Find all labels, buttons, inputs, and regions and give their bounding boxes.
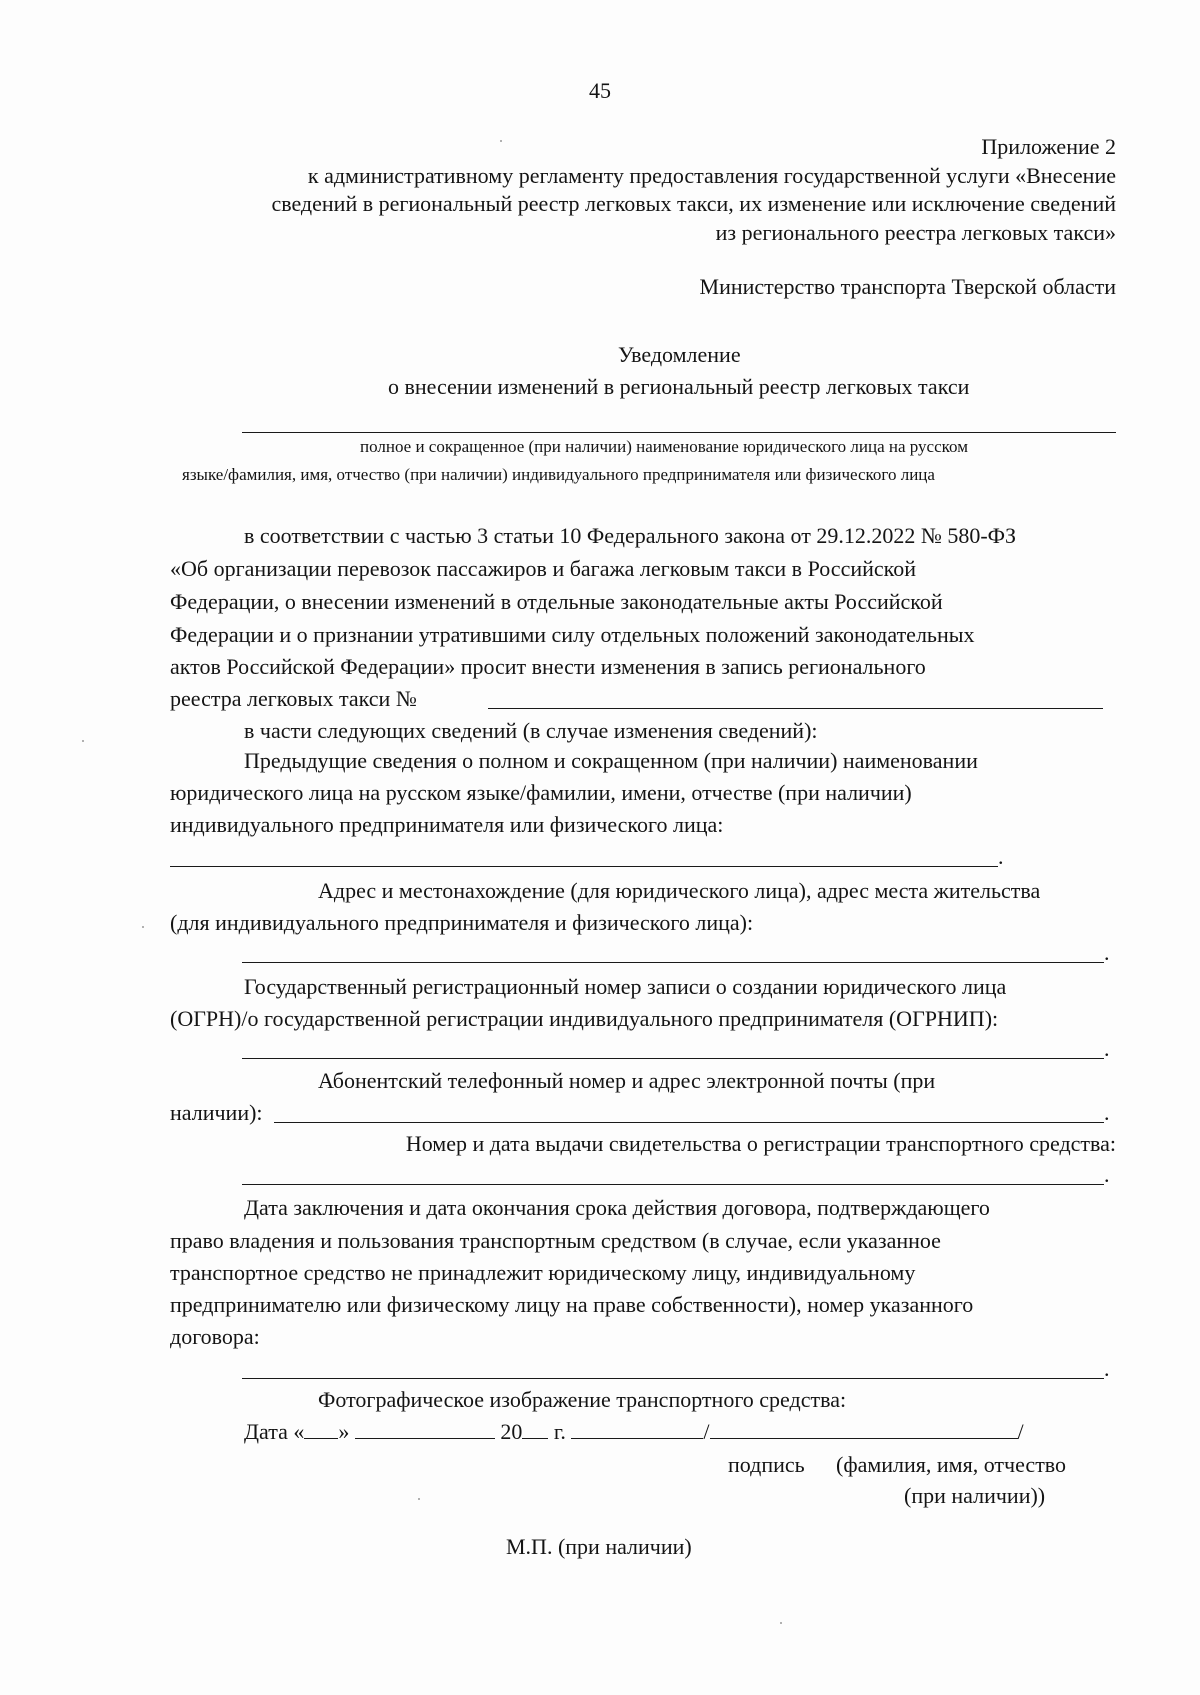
intro-line-4: Федерации и о признании утратившими силу отдельных положений законодательных [170,622,975,647]
signature-slash-1: / [703,1419,710,1444]
intro-line-6: реестра легковых такси № [170,686,417,711]
notice-title: Уведомление [618,342,741,367]
certificate-input-line[interactable] [242,1184,1104,1185]
contract-line-5: договора: [170,1324,260,1349]
month-input[interactable] [355,1418,495,1439]
scan-speck [418,1498,420,1500]
registry-number-line[interactable] [488,708,1103,709]
applicant-name-line[interactable] [242,432,1116,433]
prev-info-line-3: индивидуального предпринимателя или физического лица: [170,812,724,837]
sign-caption: подпись [728,1452,805,1477]
intro-line-1: в соответствии с частью 3 статьи 10 Федерального закона от 29.12.2022 № 580-ФЗ [244,523,1017,548]
contract-input-line[interactable] [242,1378,1104,1379]
address-input-line[interactable] [242,962,1104,963]
year-suffix: г. [553,1419,566,1444]
signature-slash-2: / [1017,1419,1024,1444]
appendix-line-2: сведений в региональный реестр легковых такси, их изменение или исключение сведений [271,191,1116,216]
date-signature-row [244,1417,1024,1447]
ogrn-input-line[interactable] [242,1058,1104,1059]
intro-line-3: Федерации, о внесении изменений в отдельные законодательные акты Российской [170,589,943,614]
fullname-caption-2: (при наличии)) [904,1483,1046,1508]
contract-line-3: транспортное средство не принадлежит юридическому лицу, индивидуальному [170,1260,916,1285]
ogrn-line-1: Государственный регистрационный номер записи о создании юридического лица [244,974,1007,999]
year-input[interactable] [522,1418,548,1439]
name-caption-line-2: языке/фамилия, имя, отчество (при наличии) индивидуального предпринимателя или физического лица [182,465,935,484]
prev-info-line-1: Предыдущие сведения о полном и сокращенном (при наличии) наименовании [244,748,978,773]
phone-line-2: наличии): [170,1100,263,1125]
notice-subtitle: о внесении изменений в региональный реестр легковых такси [388,374,970,399]
appendix-title: Приложение 2 [981,134,1116,159]
fullname-caption-1: (фамилия, имя, отчество [836,1452,1067,1477]
scan-speck [82,740,84,742]
appendix-line-3: из регионального реестра легковых такси» [715,220,1116,245]
addressee: Министерство транспорта Тверской области [699,274,1116,299]
date-close-quote: » [338,1419,350,1444]
contract-line-2: право владения и пользования транспортным средством (в случае, если указанное [170,1228,941,1253]
date-label: Дата « [244,1419,305,1444]
stamp-label: М.П. (при наличии) [506,1534,692,1559]
intro-line-5: актов Российской Федерации» просит внести изменения в запись регионального [170,654,926,679]
appendix-line-1: к административному регламенту предоставления государственной услуги «Внесение [307,163,1116,188]
intro-line-2: «Об организации перевозок пассажиров и багажа легковым такси в Российской [170,556,916,581]
contract-line-1: Дата заключения и дата окончания срока действия договора, подтверждающего [244,1195,990,1220]
year-prefix: 20 [500,1419,523,1444]
fullname-input[interactable] [710,1418,1018,1439]
scan-speck [142,926,144,928]
part-note: в части следующих сведений (в случае изменения сведений): [244,718,818,743]
contract-line-4: предпринимателю или физическому лицу на праве собственности), номер указанного [170,1292,974,1317]
scan-speck [500,140,502,142]
certificate-label: Номер и дата выдачи свидетельства о регистрации транспортного средства: [405,1131,1116,1156]
signature-input[interactable] [571,1418,703,1439]
document-page: 45 Приложение 2 к административному регламенту предоставления государственной услуги «Внесение сведений в региональный реестр легковых такси, их изменение или исключение сведений из регионального реестра легковых такси» Министерство транспорта Тверской области Уведомление о внесении изменений в региональный реестр легковых такси полное и сокращенное (при наличии) наименование юридического лица на русском языке/фамилия, имя, отчество (при наличии) индивидуального предпринимателя или физического лица в соответствии с частью 3 статьи 10 Федерального закона от 29.12.2022 № 580-ФЗ «Об организации перевозок пассажиров и багажа легковым такси в Российской Федерации, о внесении изменений в отдельные законодательные акты Российской Федерации и о признании утратившими силу отдельных положений законодательных актов Российской Федерации» просит внести изменения в запись регионального реестра легковых такси № в части следующих сведений (в случае изменения сведений): Предыдущие сведения о полном и сокращенном (при наличии) наименовании юридического лица на русском языке/фамилии, имени, отчестве (при наличии) индивидуального предпринимателя или физического лица: . Адрес и местонахождение (для юридического лица), адрес места жительства (для индивидуального предпринимателя и физического лица): . Государственный регистрационный номер записи о создании юридического лица (ОГРН)/о государственной регистрации индивидуального предпринимателя (ОГРНИП): . Абонентский телефонный номер и адрес электронной почты (при наличии): . Номер и дата выдачи свидетельства о регистрации транспортного средства: . Дата заключения и дата окончания срока действия договора, подтверждающего право владения и пользования транспортным средством (в случае, если указанное транспортное средство не принадлежит юридическому лицу, индивидуальному предпринимателю или физическому лицу на праве собственности), номер указанного договора: . Фотографическое изображение транспортного средства: Дата « » 20 г. / / подпись (фамилия, имя, отчество (при наличии)) М.П. (при наличии) [0,0,1200,1695]
phone-input-line[interactable] [274,1122,1104,1123]
address-line-2: (для индивидуального предпринимателя и физического лица): [170,910,754,935]
page-number: 45 [589,78,611,103]
phone-line-1: Абонентский телефонный номер и адрес электронной почты (при [318,1068,936,1093]
scan-speck [780,1622,782,1624]
name-caption-line-1: полное и сокращенное (при наличии) наименование юридического лица на русском [360,437,968,456]
ogrn-line-2: (ОГРН)/о государственной регистрации индивидуального предпринимателя (ОГРНИП): [170,1006,999,1031]
day-input[interactable] [304,1418,338,1439]
prev-info-line-2: юридического лица на русском языке/фамилии, имени, отчестве (при наличии) [170,780,912,805]
address-line-1: Адрес и местонахождение (для юридического лица), адрес места жительства [318,878,1041,903]
prev-info-input-line[interactable] [170,866,998,867]
photo-label: Фотографическое изображение транспортного средства: [318,1387,847,1412]
